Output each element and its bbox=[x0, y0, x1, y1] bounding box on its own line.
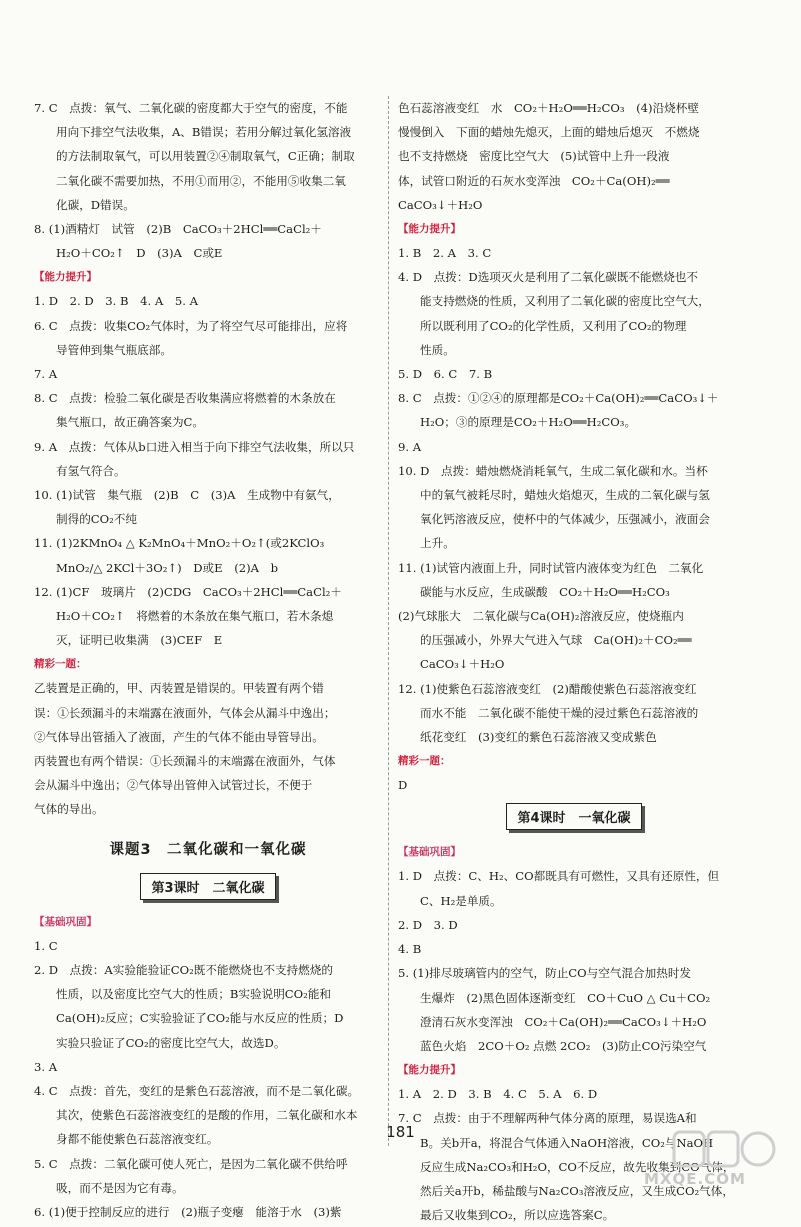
answer-line: 性质。 bbox=[420, 342, 455, 357]
tag-ability-right-2: 【能力提升】 bbox=[398, 1064, 461, 1077]
answer-line: 氧化钙溶液反应，使杯中的气体减少，压强减小，液面会 bbox=[420, 512, 710, 527]
answer-line: H₂O＋CO₂↑ 将燃着的木条放在集气瓶口，若木条熄 bbox=[56, 609, 334, 624]
tag-basic-right: 【基础巩固】 bbox=[398, 846, 461, 859]
answer-line: 5. C 点拨：二氧化碳可使人死亡，是因为二氧化碳不供给呼 bbox=[34, 1156, 348, 1171]
answer-line: 2. D 点拨：A实验能验证CO₂既不能燃烧也不支持燃烧的 bbox=[34, 962, 333, 977]
answer-line: 12. (1)使紫色石蕊溶液变红 (2)醋酸使紫色石蕊溶液变红 bbox=[398, 681, 697, 696]
answer-line: 色石蕊溶液变红 水 CO₂＋H₂O══H₂CO₃ (4)沿烧杯壁 bbox=[398, 101, 699, 115]
answer-line: 9. A bbox=[398, 439, 422, 454]
answer-line: 用向下排空气法收集，A、B错误；若用分解过氧化氢溶液 bbox=[56, 125, 352, 140]
answer-line: 气体的导出。 bbox=[34, 802, 104, 817]
answer-line: 8. C 点拨：①②④的原理都是CO₂＋Ca(OH)₂══CaCO₃↓＋ bbox=[398, 391, 719, 406]
answer-line: 集气瓶口，故正确答案为C。 bbox=[56, 415, 204, 430]
answer-line: 能支持燃烧的性质，又利用了二氧化碳的密度比空气大， bbox=[420, 294, 710, 309]
tag-ability-left: 【能力提升】 bbox=[34, 271, 97, 284]
highlight-answer-right: D bbox=[398, 778, 408, 793]
right-answers-part3 bbox=[398, 864, 750, 1058]
answer-line: 最后又收集到CO₂，所以应选答案C。 bbox=[420, 1208, 615, 1223]
answer-line: 上升。 bbox=[420, 536, 455, 551]
answer-line: 然后关a开b，稀盐酸与Na₂CO₃溶液反应，又生成CO₂气体， bbox=[420, 1183, 734, 1198]
answer-line: 反应生成Na₂CO₃和H₂O，CO不反应，故先收集到CO气体， bbox=[420, 1159, 735, 1174]
answer-line: 性质，以及密度比空气大的性质；B实验说明CO₂能和 bbox=[56, 987, 332, 1002]
answer-line: 11. (1)2KMnO₄ △ K₂MnO₄＋MnO₂＋O₂↑(或2KClO₃ bbox=[34, 536, 325, 551]
answer-line: 12. (1)CF 玻璃片 (2)CDG CaCO₃＋2HCl══CaCl₂＋ bbox=[34, 584, 342, 599]
answer-line: 1. D 点拨：C、H₂、CO都既具有可燃性，又具有还原性，但 bbox=[398, 869, 720, 884]
answer-line: C、H₂是单质。 bbox=[420, 893, 502, 908]
section-title-left: 第3课时 二氧化碳 bbox=[140, 873, 275, 900]
left-highlight-answer bbox=[34, 676, 382, 821]
answer-line: 2. D 3. D bbox=[398, 917, 458, 932]
answer-line: 导管伸到集气瓶底部。 bbox=[56, 342, 172, 357]
answer-line: 所以既利用了CO₂的化学性质，又利用了CO₂的物理 bbox=[420, 318, 687, 333]
left-answers-part2 bbox=[34, 289, 382, 652]
answer-line: 有氢气符合。 bbox=[56, 463, 126, 478]
answer-line: 1. A 2. D 3. B 4. C 5. A 6. D bbox=[398, 1087, 598, 1102]
answer-line: 6. C 点拨：收集CO₂气体时，为了将空气尽可能排出，应将 bbox=[34, 318, 348, 333]
page-number: 181 bbox=[386, 1123, 415, 1141]
answer-line: 11. (1)试管内液面上升，同时试管内液体变为红色 二氧化 bbox=[398, 560, 704, 575]
answer-line: 中的氧气被耗尽时，蜡烛火焰熄灭，生成的二氧化碳与氢 bbox=[420, 488, 710, 503]
tag-highlight-right: 精彩一题： bbox=[398, 755, 451, 768]
answer-line: 化碳，D错误。 bbox=[56, 197, 135, 212]
answer-line: 7. C 点拨：由于不理解两种气体分离的原理，易误选A和 bbox=[398, 1111, 697, 1126]
answer-line: B。关b开a，将混合气体通入NaOH溶液，CO₂与NaOH bbox=[420, 1135, 714, 1150]
answer-line: 1. C bbox=[34, 938, 58, 953]
answer-line: 的压强减小，外界大气进入气球 Ca(OH)₂＋CO₂══ bbox=[420, 633, 692, 648]
answer-line: 7. C 点拨：氧气、二氧化碳的密度都大于空气的密度，不能 bbox=[34, 101, 348, 115]
answer-line: 二氧化碳不需要加热，不用①而用②，不能用⑤收集二氧 bbox=[56, 173, 346, 188]
answer-line: 也不支持燃烧 密度比空气大 (5)试管中上升一段液 bbox=[398, 149, 670, 164]
answer-line: 4. B bbox=[398, 942, 422, 957]
answer-line: 灭，证明已收集满 (3)CEF E bbox=[56, 633, 223, 648]
column-divider bbox=[388, 96, 389, 1146]
answer-line: 纸花变红 (3)变红的紫色石蕊溶液又变成紫色 bbox=[420, 730, 657, 745]
answer-line: 而水不能 二氧化碳不能使干燥的浸过紫色石蕊溶液的 bbox=[420, 705, 699, 720]
watermark-site: MXQE.COM bbox=[644, 1170, 746, 1188]
answer-line: H₂O＋CO₂↑ D (3)A C或E bbox=[56, 246, 223, 261]
right-column bbox=[398, 96, 750, 1227]
answer-line: 1. B 2. A 3. C bbox=[398, 246, 492, 261]
left-column bbox=[34, 96, 382, 1224]
answer-line: 5. D 6. C 7. B bbox=[398, 367, 493, 382]
section-title-right: 第4课时 一氧化碳 bbox=[506, 803, 641, 830]
answer-line: 误：①长颈漏斗的末端露在液面外，气体会从漏斗中逸出； bbox=[34, 705, 336, 720]
right-answers-part1 bbox=[398, 96, 750, 217]
answer-line: CaCO₃↓＋H₂O bbox=[420, 657, 505, 672]
answer-line: 体，试管口附近的石灰水变浑浊 CO₂＋Ca(OH)₂══ bbox=[398, 173, 670, 188]
section-title-wrap-left bbox=[34, 873, 382, 900]
lesson-title: 课题3 二氧化碳和一氧化碳 bbox=[109, 841, 307, 858]
answer-line: 实验只验证了CO₂的密度比空气大，故选D。 bbox=[56, 1035, 286, 1050]
answer-line: 7. A bbox=[34, 367, 58, 382]
left-answers-part1 bbox=[34, 96, 382, 265]
answer-line: 制得的CO₂不纯 bbox=[56, 512, 137, 527]
answer-line: MnO₂/△ 2KCl＋3O₂↑) D或E (2)A b bbox=[56, 560, 279, 575]
answer-line: 丙装置也有两个错误：①长颈漏斗的末端露在液面外，气体 bbox=[34, 754, 336, 769]
answer-line: H₂O；③的原理是CO₂＋H₂O══H₂CO₃。 bbox=[420, 415, 637, 430]
answer-line: 9. A 点拨：气体从b口进入相当于向下排空气法收集，所以只 bbox=[34, 439, 355, 454]
answer-line: Ca(OH)₂反应；C实验验证了CO₂能与水反应的性质；D bbox=[56, 1011, 344, 1026]
tag-ability-right: 【能力提升】 bbox=[398, 223, 461, 236]
left-answers-part3 bbox=[34, 934, 382, 1224]
watermark-logo-icon bbox=[672, 1128, 776, 1172]
answer-line: 5. (1)排尽玻璃管内的空气，防止CO与空气混合加热时发 bbox=[398, 966, 692, 981]
tag-basic-left: 【基础巩固】 bbox=[34, 915, 97, 928]
answer-line: 乙装置是正确的，甲、丙装置是错误的。甲装置有两个错 bbox=[34, 681, 324, 696]
answer-line: 蓝色火焰 2CO＋O₂ 点燃 2CO₂ (3)防止CO污染空气 bbox=[420, 1038, 707, 1053]
answer-line: 10. (1)试管 集气瓶 (2)B C (3)A 生成物中有氨气， bbox=[34, 488, 340, 503]
answer-line: 3. A bbox=[34, 1059, 58, 1074]
answer-line: 6. (1)便于控制反应的进行 (2)瓶子变瘪 能溶于水 (3)紫 bbox=[34, 1204, 342, 1219]
answer-line: 的方法制取氧气，可以用装置②④制取氧气，C正确；制取 bbox=[56, 149, 355, 164]
answer-line: 1. D 2. D 3. B 4. A 5. A bbox=[34, 294, 198, 309]
answer-line: 4. D 点拨：D选项灭火是利用了二氧化碳既不能燃烧也不 bbox=[398, 270, 698, 285]
answer-line: 澄清石灰水变浑浊 CO₂＋Ca(OH)₂══CaCO₃↓＋H₂O bbox=[420, 1014, 707, 1029]
answer-line: 4. C 点拨：首先，变红的是紫色石蕊溶液，而不是二氧化碳。 bbox=[34, 1083, 360, 1098]
answer-line: 生爆炸 (2)黑色固体逐渐变红 CO＋CuO △ Cu＋CO₂ bbox=[420, 990, 711, 1005]
answer-line: 碳能与水反应，生成碳酸 CO₂＋H₂O══H₂CO₃ bbox=[420, 584, 670, 599]
tag-highlight-left: 精彩一题： bbox=[34, 658, 87, 671]
right-answers-part2 bbox=[398, 241, 750, 749]
answer-line: 10. D 点拨：蜡烛燃烧消耗氧气，生成二氧化碳和水。当杯 bbox=[398, 463, 708, 478]
answer-line: (2)气球胀大 二氧化碳与Ca(OH)₂溶液反应，使烧瓶内 bbox=[398, 609, 684, 624]
answer-line: 吸，而不是因为它有毒。 bbox=[56, 1180, 184, 1195]
answer-line: ②气体导出管插入了液面，产生的气体不能由导管导出。 bbox=[34, 729, 324, 744]
answer-line: 其次，使紫色石蕊溶液变红的是酸的作用，二氧化碳和水本 bbox=[56, 1108, 358, 1123]
answer-line: 会从漏斗中逸出；②气体导出管伸入试管过长，不便于 bbox=[34, 778, 313, 793]
answer-line: CaCO₃↓＋H₂O bbox=[398, 197, 483, 212]
section-title-wrap-right bbox=[398, 803, 750, 830]
answer-line: 8. (1)酒精灯 试管 (2)B CaCO₃＋2HCl══CaCl₂＋ bbox=[34, 222, 322, 237]
answer-line: 身都不能使紫色石蕊溶液变红。 bbox=[56, 1132, 219, 1147]
answer-line: 慢慢倒入 下面的蜡烛先熄灭，上面的蜡烛后熄灭 不燃烧 bbox=[398, 125, 700, 140]
answer-line: 8. C 点拨：检验二氧化碳是否收集满应将燃着的木条放在 bbox=[34, 391, 336, 406]
